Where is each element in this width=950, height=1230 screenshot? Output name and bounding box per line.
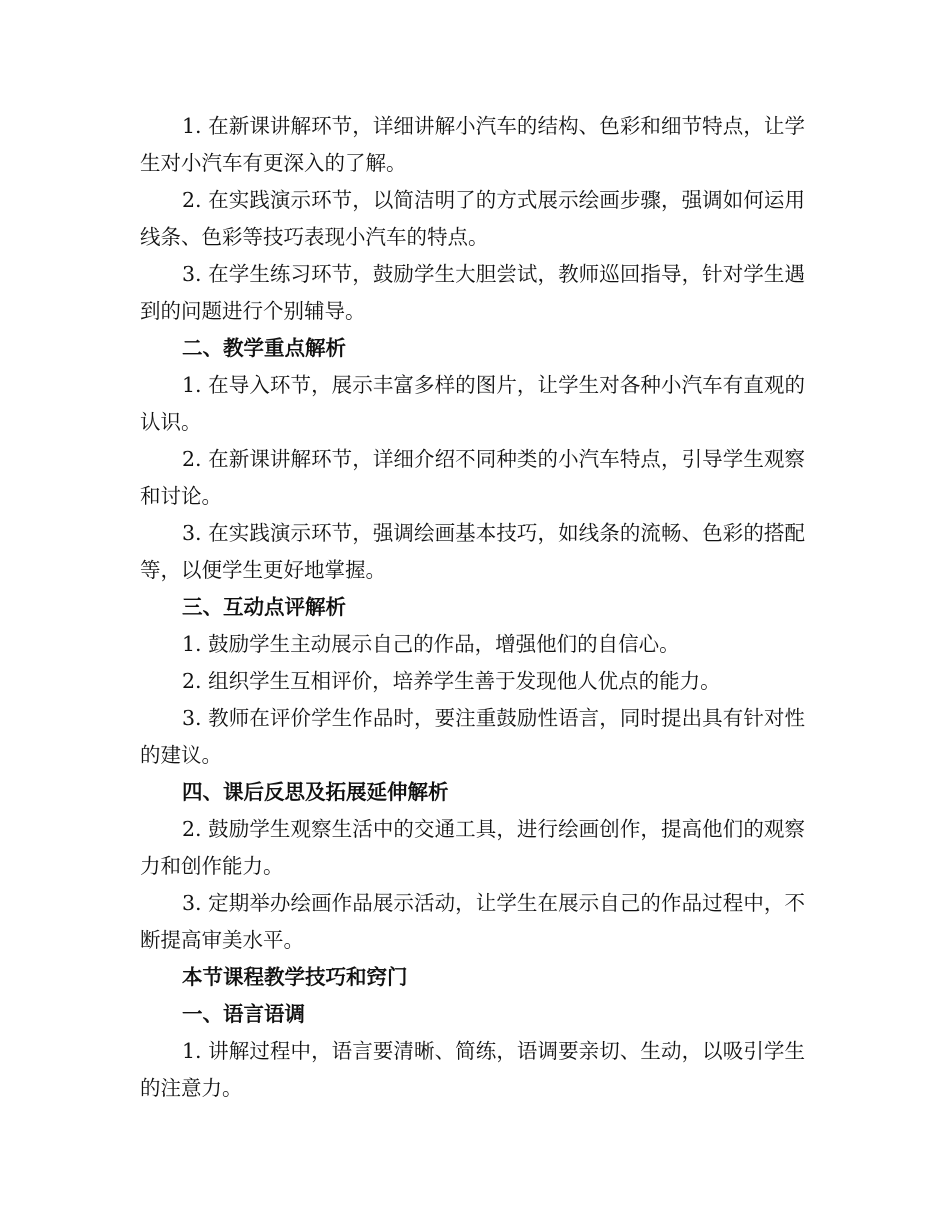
paragraph: 3. 教师在评价学生作品时，要注重鼓励性语言，同时提出具有针对性的建议。 xyxy=(140,706,805,767)
paragraph: 1. 鼓励学生主动展示自己的作品，增强他们的自信心。 xyxy=(182,632,680,656)
paragraph: 2. 在新课讲解环节，详细介绍不同种类的小汽车特点，引导学生观察和讨论。 xyxy=(140,447,805,508)
paragraph: 1. 在导入环节，展示丰富多样的图片，让学生对各种小汽车有直观的认识。 xyxy=(140,373,805,434)
section-heading: 一、语言语调 xyxy=(182,1002,305,1026)
paragraph: 1. 在新课讲解环节，详细讲解小汽车的结构、色彩和细节特点，让学生对小汽车有更深入的了解。 xyxy=(140,114,805,175)
section-heading: 二、教学重点解析 xyxy=(182,336,346,360)
paragraph: 3. 在实践演示环节，强调绘画基本技巧，如线条的流畅、色彩的搭配等，以便学生更好地掌握。 xyxy=(140,521,805,582)
paragraph: 1. 讲解过程中，语言要清晰、简练，语调要亲切、生动，以吸引学生的注意力。 xyxy=(140,1039,805,1100)
section-heading: 四、课后反思及拓展延伸解析 xyxy=(182,780,449,804)
section-heading: 本节课程教学技巧和窍门 xyxy=(182,965,408,989)
paragraph: 3. 在学生练习环节，鼓励学生大胆尝试，教师巡回指导，针对学生遇到的问题进行个别辅导。 xyxy=(140,262,805,323)
paragraph: 2. 在实践演示环节，以简洁明了的方式展示绘画步骤，强调如何运用线条、色彩等技巧表现小汽车的特点。 xyxy=(140,188,805,249)
paragraph: 2. 鼓励学生观察生活中的交通工具，进行绘画创作，提高他们的观察力和创作能力。 xyxy=(140,817,805,878)
paragraph: 2. 组织学生互相评价，培养学生善于发现他人优点的能力。 xyxy=(182,669,721,693)
document-body xyxy=(140,108,805,1107)
paragraph: 3. 定期举办绘画作品展示活动，让学生在展示自己的作品过程中，不断提高审美水平。 xyxy=(140,891,805,952)
section-heading: 三、互动点评解析 xyxy=(182,595,346,619)
